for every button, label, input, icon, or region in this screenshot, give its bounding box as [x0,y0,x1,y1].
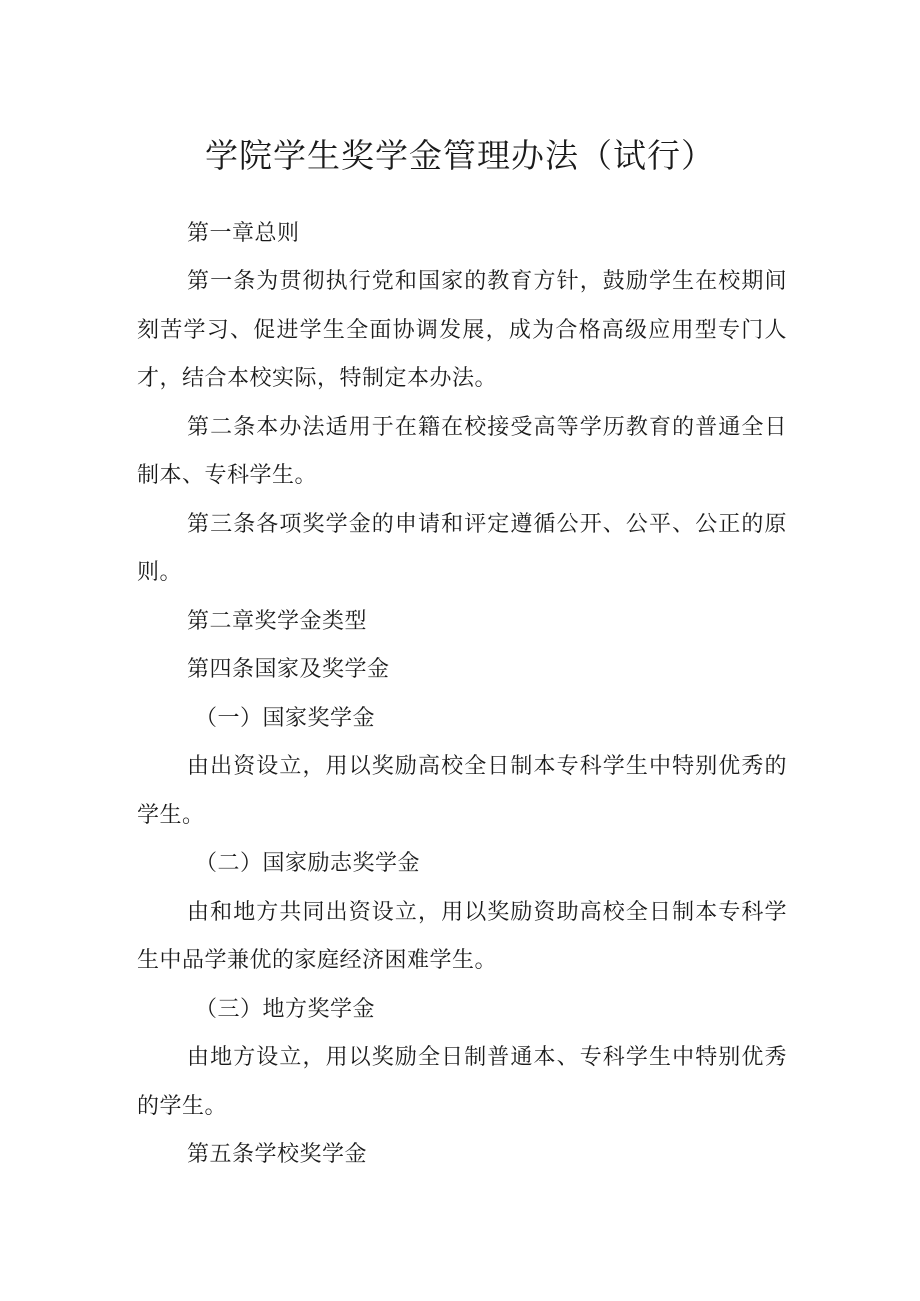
article-4-heading: 第四条国家及奖学金 [187,657,390,682]
section-3-line-1: 由地方设立，用以奖励全日制普通本、专科学生中特别优秀 [187,1045,787,1070]
article-2-line-1: 第二条本办法适用于在籍在校接受高等学历教育的普通全日 [187,415,787,440]
section-1-line-2: 学生。 [137,803,205,828]
section-3-heading: （三）地方奖学金 [195,997,376,1022]
document-title: 学院学生奖学金管理办法（试行） [205,136,715,175]
chapter-heading-2: 第二章奖学金类型 [187,609,368,634]
section-2-line-2: 生中品学兼优的家庭经济困难学生。 [137,948,498,973]
article-5-heading: 第五条学校奖学金 [187,1142,368,1167]
article-3-line-1: 第三条各项奖学金的申请和评定遵循公开、公平、公正的原 [187,512,787,537]
article-1-line-1: 第一条为贯彻执行党和国家的教育方针，鼓励学生在校期间 [187,269,787,294]
section-3-line-2: 的学生。 [137,1094,228,1119]
section-1-line-1: 由出资设立，用以奖励高校全日制本专科学生中特别优秀的 [187,754,787,779]
article-2-line-2: 制本、专科学生。 [137,463,318,488]
article-3-line-2: 则。 [137,560,183,585]
article-1-line-3: 才，结合本校实际，特制定本办法。 [137,366,498,391]
chapter-heading-1: 第一章总则 [187,221,300,246]
section-1-heading: （一）国家奖学金 [195,706,376,731]
section-2-heading: （二）国家励志奖学金 [195,851,421,876]
article-1-line-2: 刻苦学习、促进学生全面协调发展，成为合格高级应用型专门人 [137,318,787,343]
section-2-line-1: 由和地方共同出资设立，用以奖励资助高校全日制本专科学 [187,900,787,925]
